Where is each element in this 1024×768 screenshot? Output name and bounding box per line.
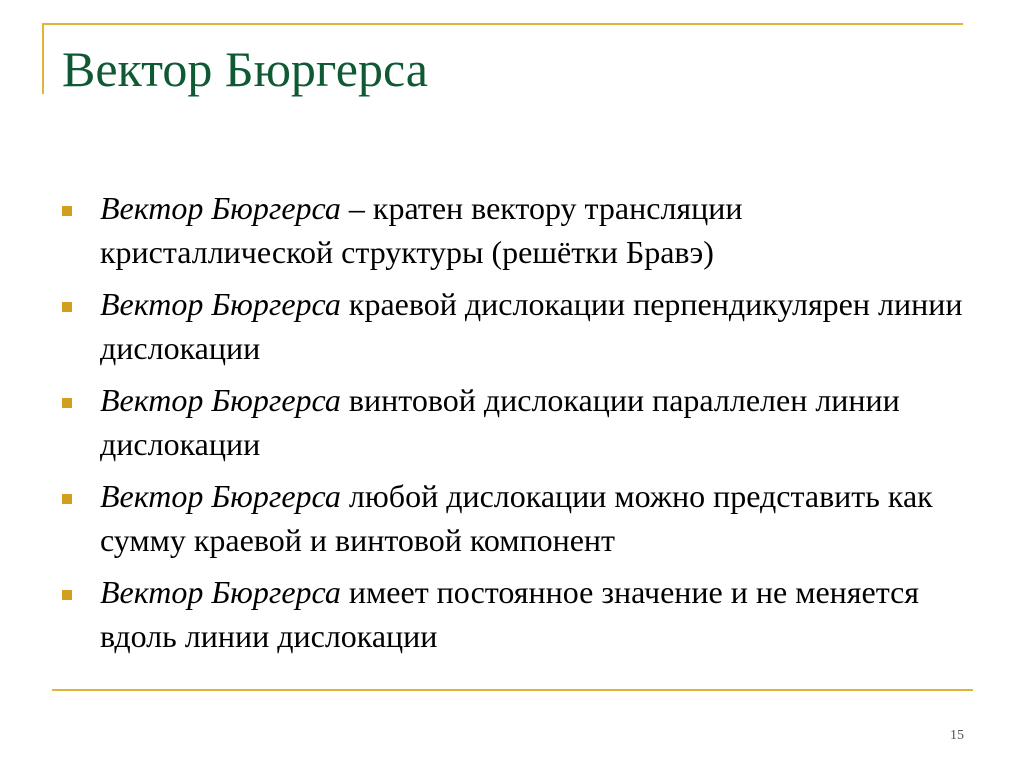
bullet-term: Вектор Бюргерса (100, 574, 341, 610)
square-bullet-icon (62, 206, 72, 216)
square-bullet-icon (62, 494, 72, 504)
bullet-item (62, 570, 982, 658)
slide-title: Вектор Бюргерса (62, 41, 428, 97)
bullet-item (62, 186, 982, 274)
bullet-text: – кратен вектору трансляции кристаллической структуры (решётки Бравэ) (100, 190, 743, 270)
square-bullet-icon (62, 398, 72, 408)
bullet-text: имеет постоянное значение и не меняется вдоль линии дислокации (100, 574, 919, 654)
bullet-term: Вектор Бюргерса (100, 382, 341, 418)
bullet-text: винтовой дислокации параллелен линии дислокации (100, 382, 900, 462)
bullet-list (62, 186, 982, 666)
page-number: 15 (950, 728, 964, 743)
bullet-term: Вектор Бюргерса (100, 478, 341, 514)
bullet-item (62, 282, 982, 370)
bullet-text: любой дислокации можно представить как сумму краевой и винтовой компонент (100, 478, 933, 558)
square-bullet-icon (62, 590, 72, 600)
left-accent-line (42, 23, 44, 94)
top-accent-line (42, 23, 963, 25)
bullet-item (62, 474, 982, 562)
square-bullet-icon (62, 302, 72, 312)
bullet-term: Вектор Бюргерса (100, 286, 341, 322)
bullet-item (62, 378, 982, 466)
bullet-text: краевой дислокации перпендикулярен линии дислокации (100, 286, 963, 366)
bullet-term: Вектор Бюргерса (100, 190, 341, 226)
bottom-accent-line (52, 689, 973, 691)
